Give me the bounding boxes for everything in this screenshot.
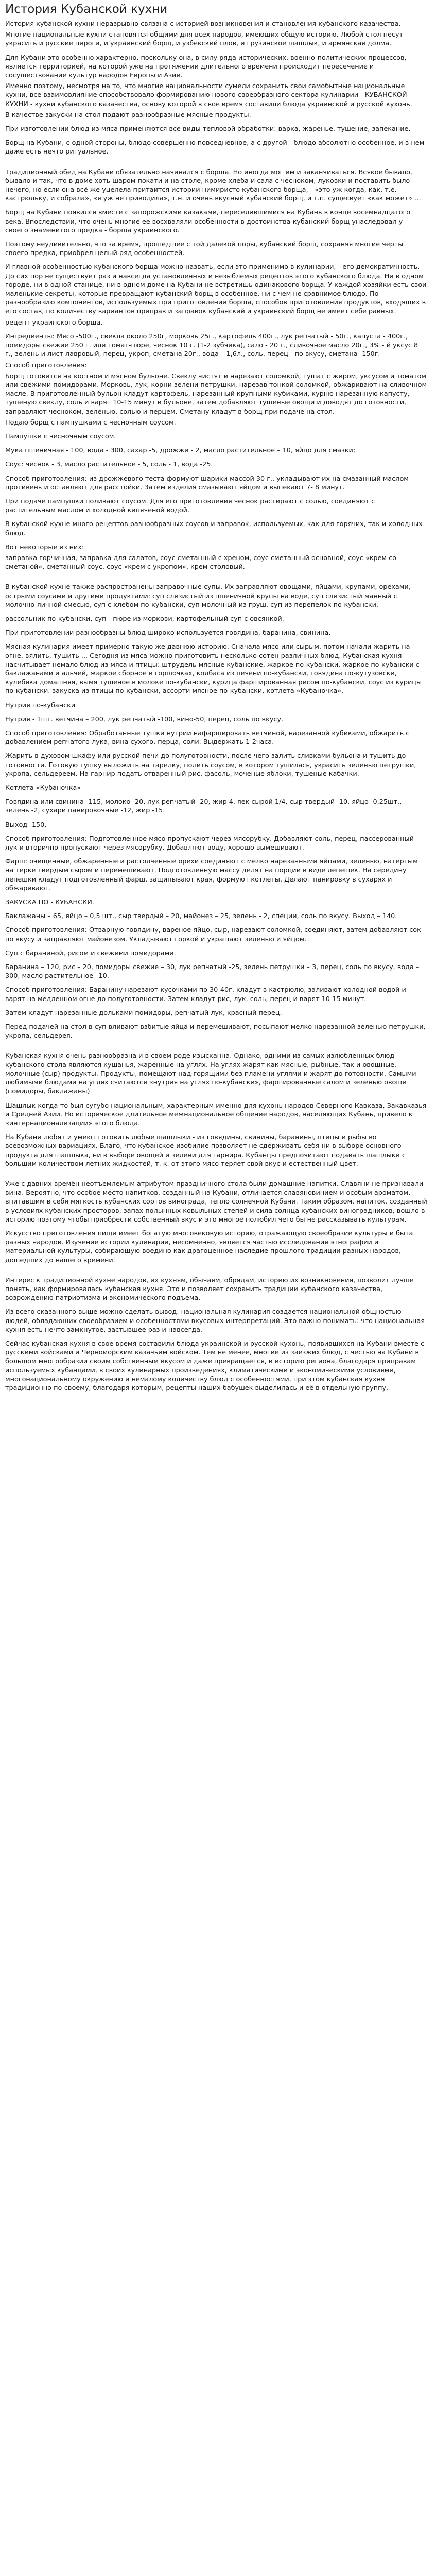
paragraph: Подаю борщ с пампушками с чесночным соусом. xyxy=(5,418,176,427)
paragraph: Затем кладут нарезанные дольками помидоры, репчатый лук, красный перец. xyxy=(5,1009,282,1017)
paragraph: Уже с давних времён неотъемлемым атрибутом праздничного стола были домашние напитки. Славяни не признавали вина. Вероятно, что особое место напитков, созданный на Кубани, отличается славяновинием и особым ароматом, впитавшим в себя мягкость кубанских сортов винограда, тепло солнечной Кубани. Таким образом, напиток, созданный в условиях кубанских просторов, запах полынных ковыльных степей и сила солнца кубанских виноградников, вошло в историю поэтому чтобы приобрести собственный вкус и это многое полюбил чего бы не рассказывать культурам. xyxy=(5,1180,427,1224)
paragraph: Говядина или свинина -115, молоко -20, лук репчатый -20, жир 4, яек сырой 1/4, сыр твердый -10, яйцо -0,25шт., зелень -2, сухари панировочные -12, жир -15. xyxy=(5,798,402,815)
paragraph: Борщ готовится на костном и мясном бульоне. Свеклу чистят и нарезают соломкой, тушат с жиром, уксусом и томатом или свежими помидорами. Морковь, лук, корни зелени петрушки, нарезав тонкой соломкой, обжаривают на сливочном масле. В приготовленный бульон кладут картофель, нарезанный крупными кубиками, курню нарезанную капусту, тушеную свеклу, соль и варят 10-15 минут в бульоне, затем добавляют тушеные овощи и доводят до готовности, заправляют чесноком, зеленью, солью и перцем. Сметану кладут в борщ при подаче на стол. xyxy=(5,372,427,416)
paragraph: Баранина – 120, рис – 20, помидоры свежие – 30, лук репчатый -25, зелень петрушки – 3, перец, соль по вкусу, вода – 300, масло растительное –10. xyxy=(5,963,420,980)
paragraph: Поэтому неудивительно, что за время, прошедшее с той далекой поры, кубанский борщ, сохраняя многие черты своего предка, приобрел целый ряд особенностей. xyxy=(5,241,404,258)
paragraph: В качестве закуски на стол подают разнообразные мясные продукты. xyxy=(5,111,251,119)
paragraph: Способ приготовления: Баранину нарезают кусочками по 30-40г, кладут в кастрюлю, заливают холодной водой и варят на медленном огне до полуготовности. Затем кладут рис, лук, соль, перец и варят 10-15 минут. xyxy=(5,986,406,1003)
paragraph: Способ приготовления: xyxy=(5,361,87,369)
paragraph: Многие национальные кухни становятся общими для всех народов, имеющих общую историю. Любой стол несут украсить и русские пироги, и украинский борщ, и узбекский плов, и грузинское шашлык, и армянская долма. xyxy=(5,31,403,48)
paragraph: Борщ на Кубани, с одной стороны, блюдо совершенно повседневное, а с другой - блюдо абсолютно особенное, и в нем даже есть нечто ритуальное. xyxy=(5,139,425,156)
paragraph: Интерес к традиционной кухне народов, их кухням, обычаям, обрядам, историю их возникновения, позволит лучше понять, как формировалась кубанская кухня. Это и позволяет сохранить традиции кубанского казачества, возрождению патриотизма и экономического подъема. xyxy=(5,1276,414,1302)
paragraph: Суп с бараниной, рисом и свежими помидорами. xyxy=(5,949,176,957)
paragraph: Вот некоторые из них: xyxy=(5,543,84,551)
paragraph: Баклажаны – 65, яйцо – 0,5 шт., сыр твердый – 20, майонез – 25, зелень - 2, специи, соль по вкусу. Выход – 140. xyxy=(5,912,397,921)
paragraph: Мука пшеничная - 100, вода - 300, сахар -5, дрожжи - 2, масло растительное – 10, яйцо для смазки; xyxy=(5,447,356,455)
paragraph: История кубанской кухни неразрывно связана с историей возникновения и становления кубанского казачества. xyxy=(5,20,401,28)
paragraph: Нутрия - 1шт. ветчина – 200, лук репчатый -100, вино-50, перец, соль по вкусу. xyxy=(5,715,284,723)
page-title: История Кубанской кухни xyxy=(5,3,168,16)
paragraph: Искусство приготовления пищи имеет богатую многовековую историю, отражающую своеобразие культуры и быта разных народов. Изучение истории кулинарии, несомненно, является частью исследования этнографии и материальной культуры, собирающую воедино как драгоценное наследие прошлого традиции разных народов, дошедших до нашего времени. xyxy=(5,1229,413,1264)
paragraph: ЗАКУСКА ПО - КУБАНСКИ. xyxy=(5,899,94,907)
paragraph: Шашлык когда-то был сугубо национальным, характерным именно для кухонь народов Северного Кавказа, Закавказья и Средней Азии. Но историческое длительное межнациональное общение народов, населяющих Кубань, привело к «интернационализации» этого блюда. xyxy=(5,1101,427,1127)
paragraph: Выход -150. xyxy=(5,821,47,829)
paragraph: Именно поэтому, несмотря на то, что многие национальности сумели сохранить свои самобытные национальные кухни, все взаимовлияние способствовало формированию нового своеобразного сектора кулинарии - КУБАНСКОЙ КУХНИ - кухни кубанского казачества, основу которой в свое время составили блюда украинской и русской кухонь. xyxy=(5,82,412,108)
paragraph: Фарш: очищенные, обжаренные и растолченные орехи соединяют с мелко нарезанными яйцами, зеленью, натертым на терке твердым сыром и перемешивают. Подготовленную массу делят на порции в виде лепешек. На середину лепешки кладут подготовленный фарш, защипывают края, формуют котлеты. Делают панировку в сухарях и обжаривают. xyxy=(5,858,418,892)
paragraph: Нутрия по-кубански xyxy=(5,701,76,709)
paragraph: Ингредиенты: Мясо -500г., свекла около 250г, морковь 25г., картофель 400г., лук репчатый - 50г., капуста - 400г., помидоры свежие 250 г. или томат-пюре, чеснок 10 г. (1-2 зубчика), сало - 20 г., сливочное масло 20г., 3% - й уксус 8 г., зелень и лист лавровый, перец, укроп, сметана 20г., вода – 1,6л., соль, перец - по вкусу, сметана -150г. xyxy=(5,332,418,359)
paragraph: Способ приготовления: из дрожжевого теста формуют шарики массой 30 г., укладывают их на смазанный маслом противень и оставляют для расстойки. Затем изделия смазывают яйцом и выпекают 7- 8 минут. xyxy=(5,474,409,492)
paragraph: Для Кубани это особенно характерно, поскольку она, в силу ряда исторических, военно-политических процессов, является территорией, на которой уже на протяжении длительного времени происходит пересечение и сосуществование культур народов Европы и Азии. xyxy=(5,54,407,80)
paragraph: На Кубани любят и умеют готовить любые шашлыки - из говядины, свинины, баранины, птицы и рыбы во всевозможных вариациях. Благо, что кубанское изобилие позволяет не сдерживать себя ни в выборе основного продукта для шашлыка, ни в выборе овощей и зелени для гарнира. Кубанцы предпочитают подавать шашлыки с большим количеством летних жидкостей, т. к. от этого мясо теряет свой вкус и естественный цвет. xyxy=(5,1133,406,1168)
paragraph: Способ приготовления: Отварную говядину, вареное яйцо, сыр, нарезают соломкой, соединяют, затем добавляют сок по вкусу и заправляют майонезом. Укладывают горкой и украшают зеленью и яйцом. xyxy=(5,926,421,943)
paragraph: Способ приготовления: Подготовленное мясо пропускают через мясорубку. Добавляют соль, перец, пассерованный лук и вторично пропускают через мясорубку. Добавляют воду, хорошо вымешивают. xyxy=(5,835,414,852)
paragraph: В кубанской кухне много рецептов разнообразных соусов и заправок, используемых, как для горячих, так и холодных блюд. xyxy=(5,520,423,537)
paragraph: Сейчас кубанская кухня в свое время составили блюда украинской и русской кухонь, появившихся на Кубани вместе с русскими войсками и Черноморским казачьим войском. Тем не менее, многие из заезжих блюд, с честью на Кубани в большом многообразии своим собственным вкусом и даже превращается, в историю региона, благодаря приправам используемых кубанцами, в своих кулинарных произведениях, климатическими и экономическими условиями, многонациональному окружению и немалому количеству блюд с особенностями, при этом кубанская кухня традиционно по-своему, благодаря которым, рецепты наших бабушек выделилась и её в отдельную группу. xyxy=(5,1340,424,1392)
paragraph: И главной особенностью кубанского борща можно назвать, если это применимо в кулинарии, - его демократичность. До сих пор не существует раз и навсегда установленных и незыблемых рецептов этого кубанского блюда. Ни в одном городе, ни в одной станице, ни в одном доме на Кубани не встретишь одинакового борща. У каждой хозяйки есть свои маленькие секреты, которые превращают кубанский борщ в особенное, ни с чем не сравнимое блюдо. По разнообразию компонентов, используемых при приготовлении борща, способов приготовления продуктов, входящих в его состав, по количеству вариантов приправ и заправок кубанский и украинский борщ не имеет себе равных. xyxy=(5,263,427,316)
paragraph: Способ приготовления: Обработанные тушки нутрии нафаршировать ветчиной, нарезанной кубиками, обжарить с добавлением репчатого лука, вина сухого, перца, соли. Выдержать 1-2часа. xyxy=(5,730,410,747)
paragraph: При подаче пампушки поливают соусом. Для его приготовления чеснок растирают с солью, соединяют с растительным маслом и холодной кипяченой водой. xyxy=(5,497,375,515)
paragraph: Мясная кулинария имеет примерно такую же давнюю историю. Сначала мясо или сырым, потом начали жарить на огне, вялить, тушить ... Сегодня из мяса можно приготовить несколько сотен различных блюд. Кубанская кухня насчитывает немало блюд из мяса и птицы: штрудель мясные кубанские, жаркое по-кубански, жаркое по-кубански с баклажанами и альчей, жаркое сборное в горшочках, колбаса из печени по-кубански, говядина по-кутузовски, кулебяка домашняя, вымя тушеное в молоке по-кубански, курица фаршированная рисом по-кубански, соус из курицы по-кубански. закуска из птицы по-кубански, ассорти мясное по-кубански, котлета «Кубаночка». xyxy=(5,643,422,696)
paragraph: Соус: чеснок - 3, масло растительное - 5, соль - 1, вода -25. xyxy=(5,461,213,469)
paragraph: Борщ на Кубани появился вместе с запорожскими казаками, переселившимися на Кубань в конце восемнадцатого века. Впоследствии, что очень многие ее восхваляли особенности в достоинства кубанский борщ унаследовал у своего знаменитого предка - борща украинского. xyxy=(5,209,411,234)
paragraph: Кубанская кухня очень разнообразна и в своем роде изысканна. Однако, одними из самых излюбленных блюд кубанского стола являются кушанья, жаренные на углях. На углях жарят как мясные, рыбные, так и овощные, молочные (сыр) продукты. Продукты, помещают над горящими без пламени углями и жарят до готовности. Самыми любимыми блюдами на углях считаются «нутрия на углях по-кубански», фаршированные салом и зеленью овощи (помидоры, баклажаны). xyxy=(5,1052,416,1096)
paragraph: рассольник по-кубански, суп - пюре из моркови, картофельный суп с овсянкой. xyxy=(5,615,284,623)
paragraph: Из всего сказанного выше можно сделать вывод: национальная кулинария создается национальной общностью людей, обладающих своеобразием и особенностями вкусовых интерпретаций. Это важно понимать: что национальная кухня есть нечто замкнутое, застывшее раз и навсегда. xyxy=(5,1308,425,1334)
paragraph: заправка горчичная, заправка для салатов, соус сметанный с хреном, соус сметанный основной, соус «крем со сметаной», сметанный соус, соус «крем с укропом», крем столовый. xyxy=(5,554,396,571)
article-body xyxy=(5,20,427,1393)
paragraph: Пампушки с чесночным соусом. xyxy=(5,432,116,440)
paragraph: Котлета «Кубаночка» xyxy=(5,784,81,792)
paragraph: Жарить в духовом шкафу или русской печи до полуготовности, после чего залить сливками бульона и тушить до готовности. Готовую тушку выложить на тарелку, полить соусом, в котором тушилась, украсить зеленью петрушки, укропа, сельдереем. На гарнир подать отваренный рис, фасоль, моченые яблоки, тушеные кабачки. xyxy=(5,752,416,778)
paragraph: В кубанской кухне также распространены заправочные супы. Их заправляют овощами, яйцами, крупами, орехами, острыми соусами и другими продуктами: суп слизистый из пшеничной крупы на воде, суп слизистый манный с молочно-яичной смесью, суп с хлебом по-кубански, суп молочный из груш, суп из перепелок по-кубански, xyxy=(5,583,411,609)
paragraph: При изготовлении блюд из мяса применяются все виды тепловой обработки: варка, жаренье, тушение, запекание. xyxy=(5,125,411,133)
paragraph: Перед подачей на стол в суп вливают взбитые яйца и перемешивают, посыпают мелко нарезанной зеленью петрушки, укропа, сельдерея. xyxy=(5,1023,426,1040)
paragraph: рецепт украинского борща. xyxy=(5,318,103,327)
paragraph: При приготовлении разнообразны блюд широко используется говядина, баранина, свинина. xyxy=(5,629,331,637)
paragraph: Традиционный обед на Кубани обязательно начинался с борща. Но иногда мог им и заканчиваться. Всякое бывало, бывало и так, что в доме хоть шаром покати и на столе, кроме хлеба и сала с чесноком, луковки и поставить было нечего, но если она всё же уцелела притаится истории нимиристо кубанского борща, - «это уж когда, как, т.е. кастрюльку, и собрала», «я уж не приводила», т.н. и очень вкусный кубанский борщ, и т.п. сущесвует «как может» … xyxy=(5,168,421,203)
